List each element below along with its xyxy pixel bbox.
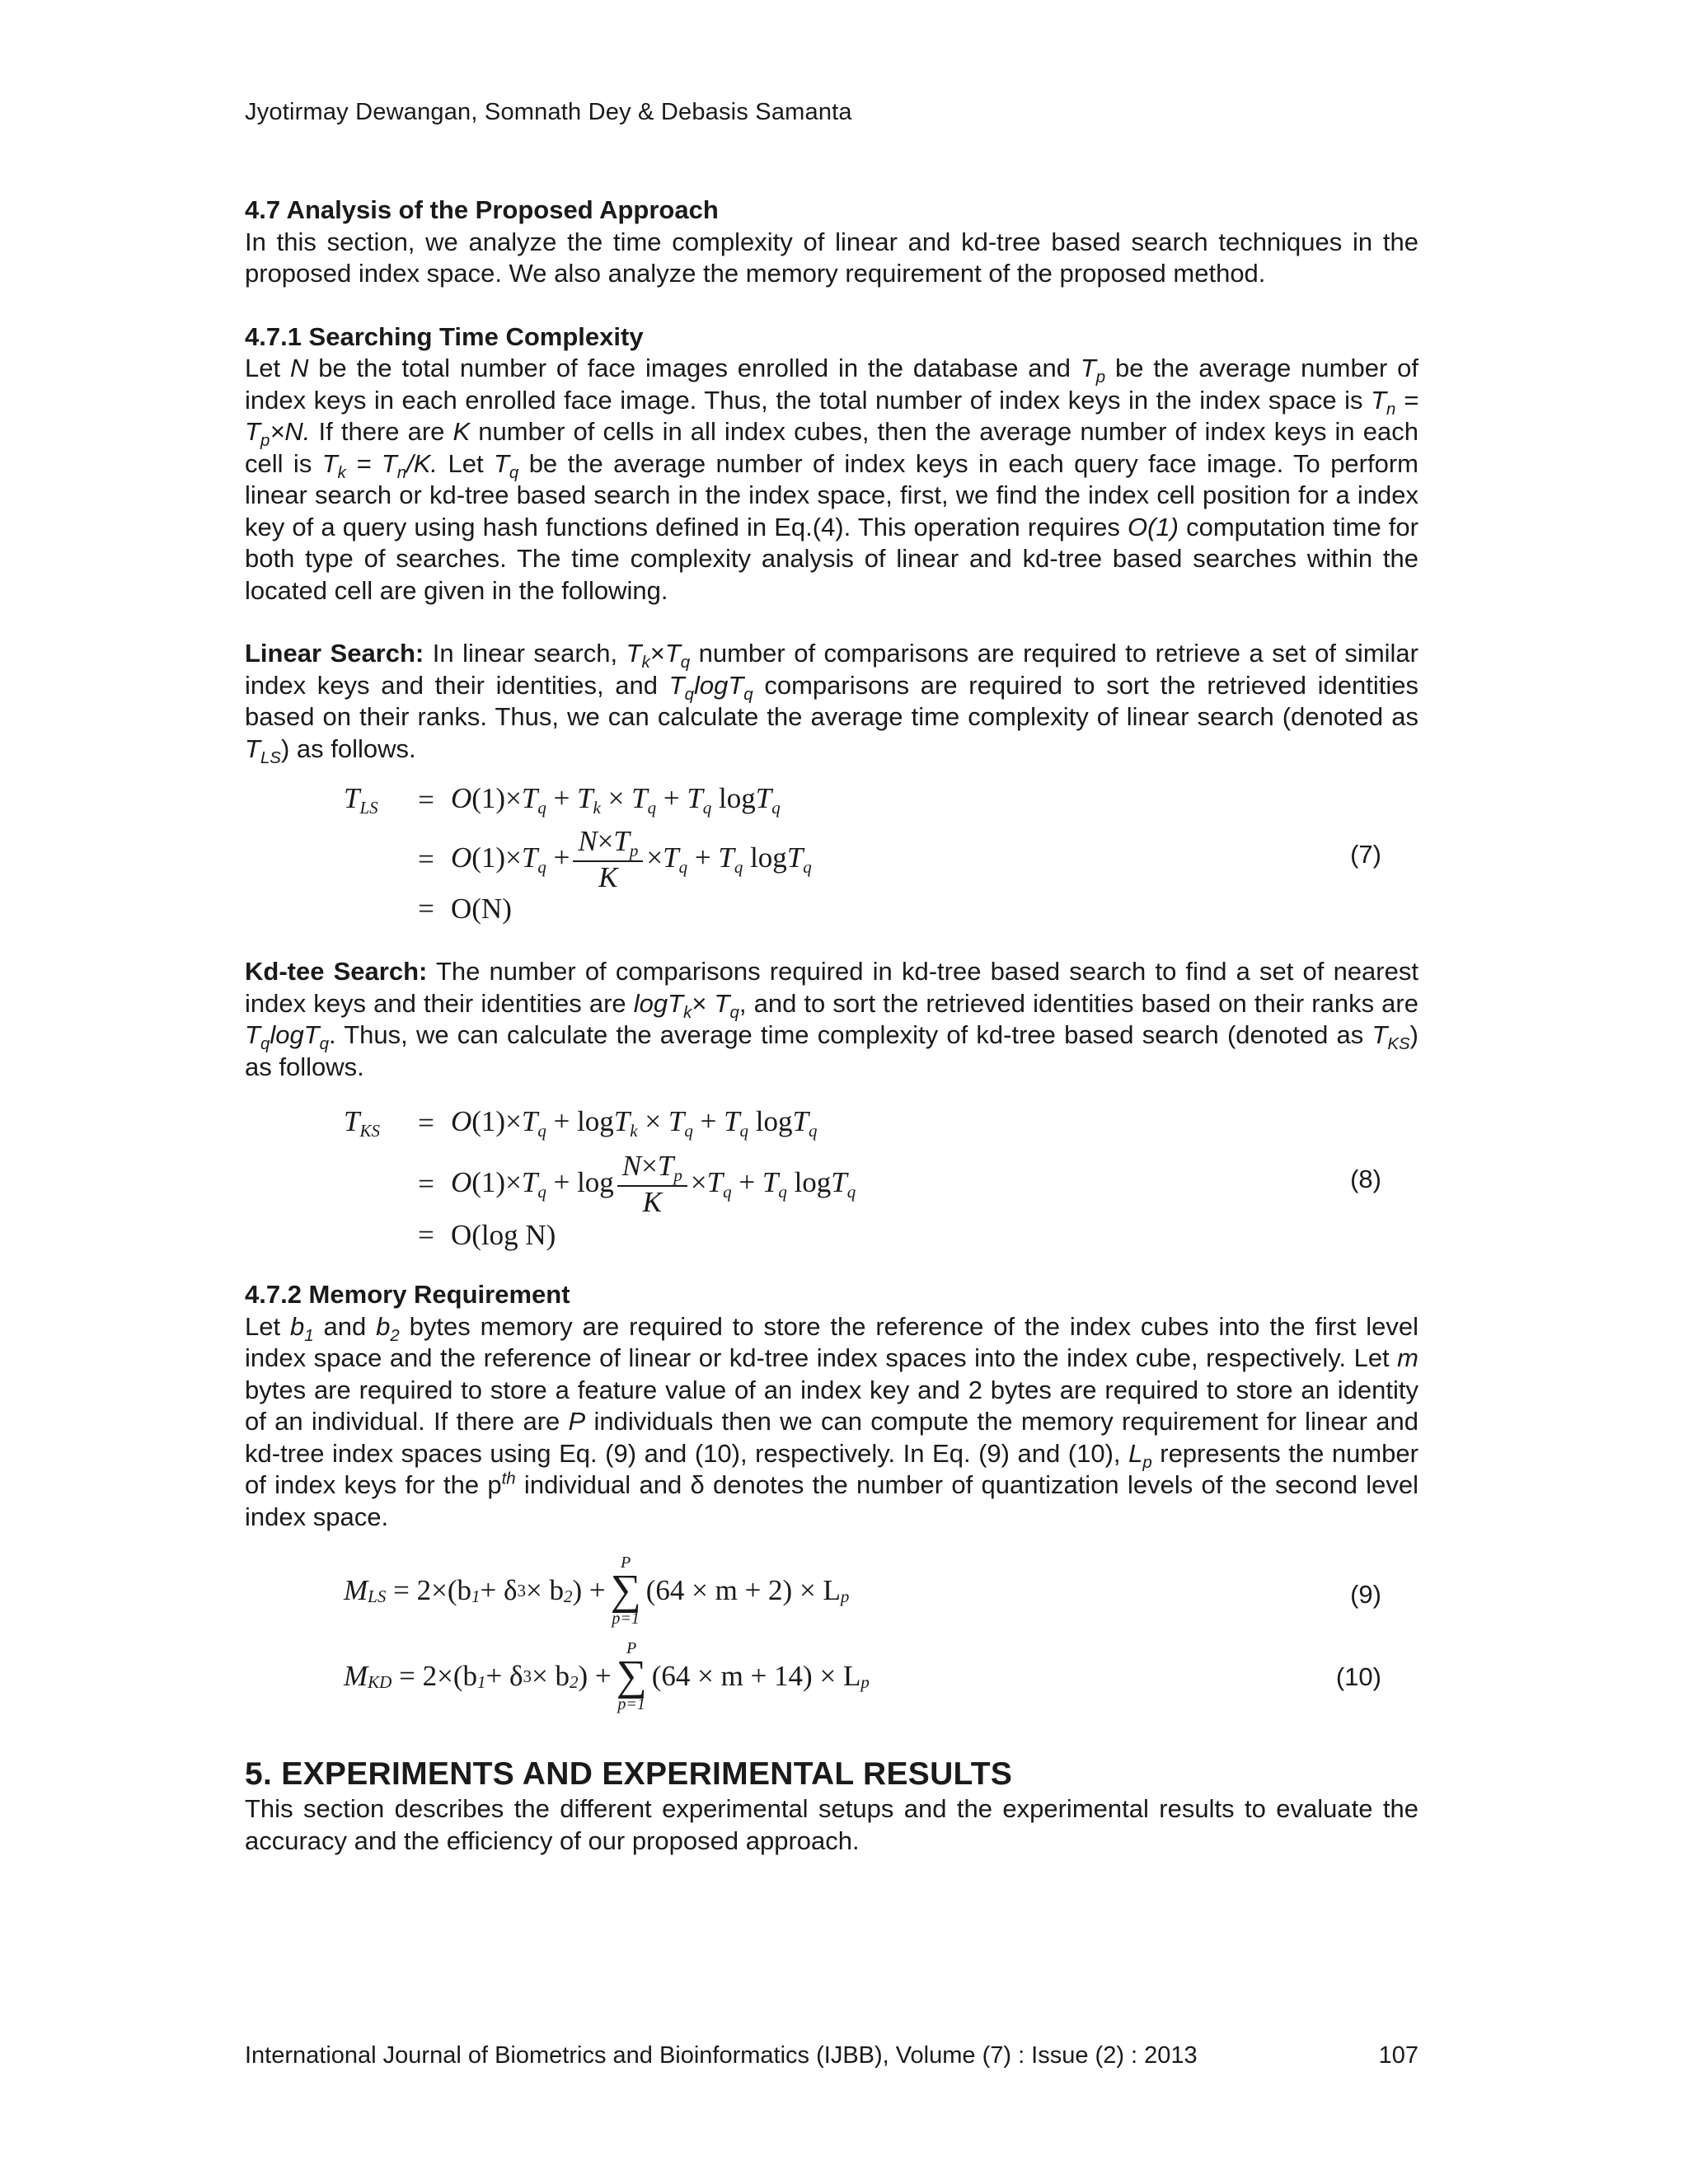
section-5-title: 5. EXPERIMENTS AND EXPERIMENTAL RESULTS [245, 1756, 1013, 1792]
equation-7-line-2: = $O(1)\times T_q$ + $\frac{N\times T_p}{K}$ $\times T_q + T_q$ logT$_q$ [418, 825, 812, 893]
equation-8 [245, 1104, 1418, 1269]
equation-7-number: (7) [1350, 840, 1381, 869]
page-footer [245, 2042, 1418, 2069]
equation-8-line-1: $T_{KS}$ = $O(1)\times T_q + \log T_k \times T_q + T_q$ logT$_q$ [344, 1105, 818, 1141]
kd-tree-search-paragraph: Kd-tee Search: The number of comparisons required in kd-tree based search to find a set of nearest index keys and their identities are $\log T_k\times T_q$, and to sort the retrieved identities based on their ranks are $T_q\log T_q$. Thus, we can calculate the average time complexity of kd-tree based search (denoted as $T_{KS}$) as follows. [245, 957, 1418, 1081]
equation-7-line-3: = O(N) [418, 893, 512, 925]
equation-7 [245, 781, 1418, 938]
section-4-7-2-title: 4.7.2 Memory Requirement [245, 1280, 570, 1309]
section-4-7-1-title: 4.7.1 Searching Time Complexity [245, 321, 644, 351]
equations-9-10 [245, 1554, 1418, 1744]
section-4-7-2-body: Let $b_1$ and $b_2$ bytes memory are required to store the reference of the index cubes into the first level index space and the reference of linear or kd-tree index spaces into the index cube, respectively. Let m bytes are required to store a feature value of an index key and 2 bytes are required to store an identity of an individual. If there are P individuals then we can compute the memory requirement for linear and kd-tree index spaces using Eq. (9) and (10), respectively. In Eq. (9) and (10), $L_p$ represents the number of index keys for the $p^{th}$ individual and δ denotes the number of quantization levels of the second level index space. [245, 1311, 1418, 1531]
equation-10-number: (10) [1335, 1662, 1381, 1691]
footer-page-number: 107 [1378, 2042, 1418, 2069]
equation-9-number: (9) [1350, 1580, 1381, 1609]
equation-8-line-3: = O(log N) [418, 1219, 556, 1251]
page-header-authors: Jyotirmay Dewangan, Somnath Dey & Debasis Samanta [245, 99, 852, 125]
section-4-7-body: In this section, we analyze the time complexity of linear and kd-tree based search techniques in the proposed index space. We also analyze the memory requirement of the proposed method. [245, 227, 1418, 288]
equation-9-summation: P ∑ p=1 [610, 1554, 641, 1628]
equation-10: M KD = 2×(b 1 + δ 3 × b 2 ) + P ∑ p=1 (64 × m + 14) × L p [344, 1639, 870, 1713]
equation-7-line-1: $T_{LS}$ = $O(1)\times T_q + T_k \times T_q + T_q$ logT$_q$ [344, 782, 781, 818]
section-4-7-title: 4.7 Analysis of the Proposed Approach [245, 195, 719, 224]
linear-search-paragraph: Linear Search: In linear search, $T_k\times T_q$ number of comparisons are required to retrieve a set of similar index keys and their identities, and $T_q\log T_q$ comparisons are required to sort the retrieved identities based on their ranks. Thus, we can calculate the average time complexity of linear search (denoted as $T_{LS}$) as follows. [245, 639, 1418, 767]
equation-8-line-2: = $O(1)\times T_q + \log$ $\frac{N\times T_p}{K}$ $\times T_q + T_q$ logT$_q$ [418, 1150, 856, 1218]
section-4-7-1-body: Let N be the total number of face images enrolled in the database and $T_p$ be the average number of index keys in each enrolled face image. Thus, the total number of index keys in the index space is $T_n = T_p\times N$. If there are K number of cells in all index cubes, then the average number of index keys in each cell is $T_k = T_n/K$. Let $T_q$ be the average number of index keys in each query face image. To perform linear search or kd-tree based search in the index space, first, we find the index cell position for a index key of a query using hash functions defined in Eq.(4). This operation requires O(1) computation time for both type of searches. The time complexity analysis of linear and kd-tree based searches within the located cell are given in the following. [245, 354, 1419, 605]
equation-10-summation: P ∑ p=1 [616, 1639, 647, 1713]
equation-8-number: (8) [1350, 1165, 1381, 1193]
section-5-body: This section describes the different experimental setups and the experimental results to evaluate the accuracy and the efficiency of our proposed approach. [245, 1794, 1418, 1855]
footer-journal: International Journal of Biometrics and Bioinformatics (IJBB), Volume (7) : Issue (2) : 2013 [245, 2042, 1198, 2069]
equation-9: M LS = 2×(b 1 + δ 3 × b 2 ) + P ∑ p=1 (64 × m + 2) × L p [344, 1554, 850, 1628]
page-content [245, 194, 1418, 1857]
